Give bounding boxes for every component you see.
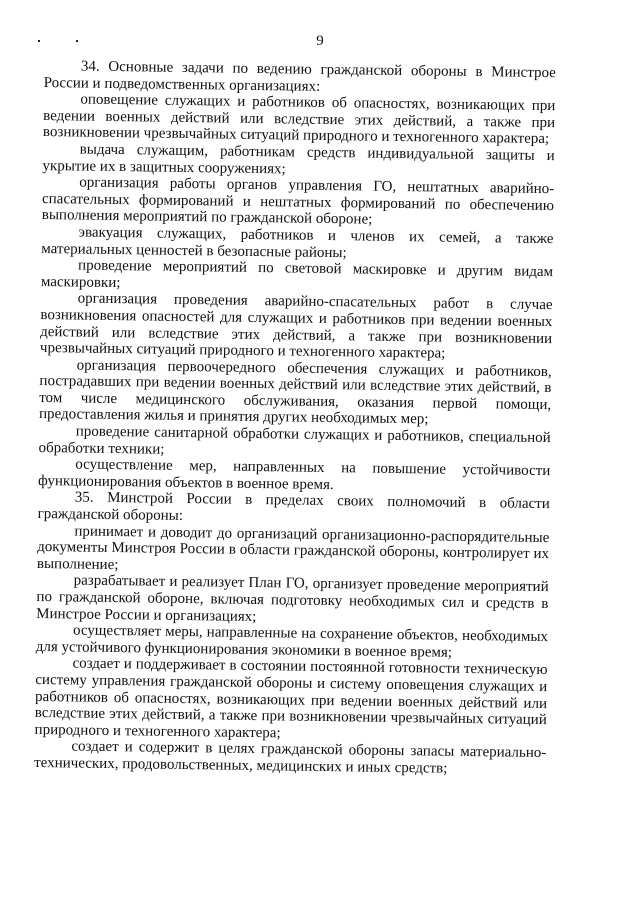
paragraph: осуществление мер, направленных на повышение устойчивости функционирования объектов в военное время.: [37, 456, 551, 493]
paragraph: проведение санитарной обработки служащих и работников, специальной обработки техники;: [38, 423, 551, 458]
paragraph: разрабатывает и реализует План ГО, организует проведение мероприятий по гражданской обороне, включая подготовку необходимых сил и средств в Минстрое России и организациях;: [36, 572, 549, 625]
paragraph: создает и поддерживает в состоянии постоянной готовности техническую систему управления гражданской обороны и систему оповещения служащих и работников об опасностях, возникающих при ведении военных действий или вследствие этих действий, а также при возникновении чрезвычайных ситуаций природного и техногенного характера;: [34, 655, 548, 742]
paragraph: организация проведения аварийно-спасательных работ в случае возникновения опасностей для служащих и работников при ведении военных действий или вследствие этих действий, а также при возникновении чрезвычайных ситуаций природного и техногенного характера;: [39, 290, 553, 362]
paragraph: организация работы органов управления ГО, нештатных аварийно-спасательных формирований и нештатных формирований по обеспечению выполнения мероприятий по гражданской обороне;: [41, 174, 555, 228]
paragraph: организация первоочередного обеспечения служащих и работников, пострадавших при ведении военных действий или вследствие этих действий, в том числе медицинского обслуживания, оказания первой помощи, предоставления жилья и принятия других необходимых мер;: [38, 357, 552, 428]
paragraph-34-heading: 34. Основные задачи по ведению гражданской обороны в Минстрое России и подведомственных организациях:: [43, 58, 556, 95]
paragraph: осуществляет меры, направленные на сохранение объектов, необходимых для устойчивого функционирования экономики в военное время;: [35, 622, 549, 661]
paragraph: создает и содержит в целях гражданской обороны запасы материально-технических, продовольственных, медицинских и иных средств;: [34, 738, 547, 777]
paragraph: проведение мероприятий по световой маскировке и другим видам маскировки;: [40, 257, 554, 291]
page-number: 9: [316, 33, 324, 49]
paragraph: принимает и доводит до организаций организационно-распорядительные документы Минстроя России в области гражданской обороны, контролирует их выполнение;: [36, 523, 550, 573]
paragraph: эвакуация служащих, работников и членов их семей, а также материальных ценностей в безопасные районы;: [41, 224, 554, 261]
paragraph: оповещение служащих и работников об опасностях, возникающих при ведении военных действий или вследствие этих действий, а также при возникновении чрезвычайных ситуаций природного и техногенного характера;: [42, 91, 556, 148]
paragraph-35-heading: 35. Минстрой России в пределах своих полномочий в области гражданской обороны:: [37, 489, 550, 525]
document-body: [34, 58, 556, 779]
paragraph: выдача служащим, работникам средств индивидуальной защиты и укрытие их в защитных сооружениях;: [42, 141, 555, 177]
